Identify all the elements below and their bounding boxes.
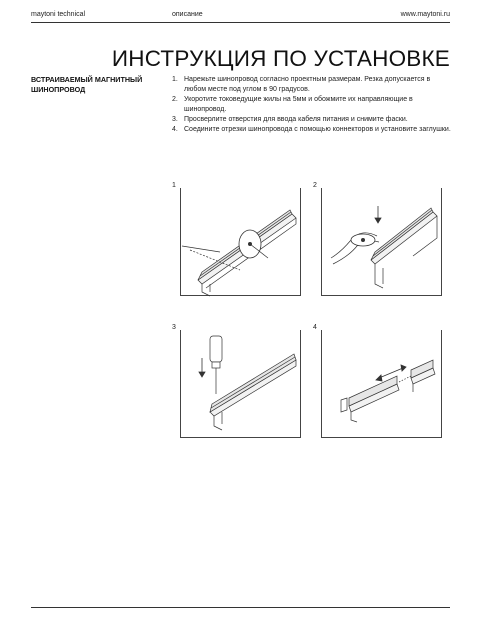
arrow-down-icon [375, 206, 381, 223]
page-title: ИНСТРУКЦИЯ ПО УСТАНОВКЕ [111, 46, 450, 72]
figure-number: 1 [172, 182, 176, 189]
cutting-track-illustration [180, 188, 299, 295]
header-section: описание [172, 11, 203, 18]
footer-divider [31, 607, 450, 608]
step-item [172, 95, 452, 115]
step-number: 3. [172, 116, 178, 124]
crimping-illustration [321, 188, 440, 295]
step-text: Соедините отрезки шинопровода с помощью коннекторов и установите заглушки. [184, 126, 451, 134]
header-website-link[interactable]: www.maytoni.ru [400, 11, 450, 18]
step-item [172, 115, 452, 125]
header-brand: maytoni technical [31, 11, 86, 18]
arrow-down-icon [199, 358, 205, 377]
figure-number: 2 [313, 182, 317, 189]
header-divider [31, 22, 450, 23]
figure-4 [313, 324, 481, 437]
step-number: 4. [172, 126, 178, 134]
drilling-illustration [180, 330, 299, 437]
figure-2 [313, 182, 481, 295]
connecting-illustration [321, 330, 440, 437]
instruction-steps [172, 75, 452, 136]
step-number: 2. [172, 96, 178, 104]
step-item [172, 75, 452, 95]
drill-icon [210, 336, 222, 394]
step-text: Укоротите токоведущие жилы на 5мм и обожмите их направляющие в шинопровод. [184, 96, 413, 113]
product-subtitle: ВСТРАИВАЕМЫЙ МАГНИТНЫЙ ШИНОПРОВОД [31, 75, 143, 94]
figure-number: 3 [172, 324, 176, 331]
crimp-tool-icon [351, 234, 375, 246]
step-text: Просверлите отверстия для ввода кабеля питания и снимите фаски. [184, 116, 408, 124]
step-item [172, 125, 452, 135]
step-number: 1. [172, 76, 178, 83]
figure-number: 4 [313, 324, 317, 331]
step-text: Нарежьте шинопровод согласно проектным размерам. Резка допускается в любом месте под углом в 90 градусов. [184, 76, 431, 93]
